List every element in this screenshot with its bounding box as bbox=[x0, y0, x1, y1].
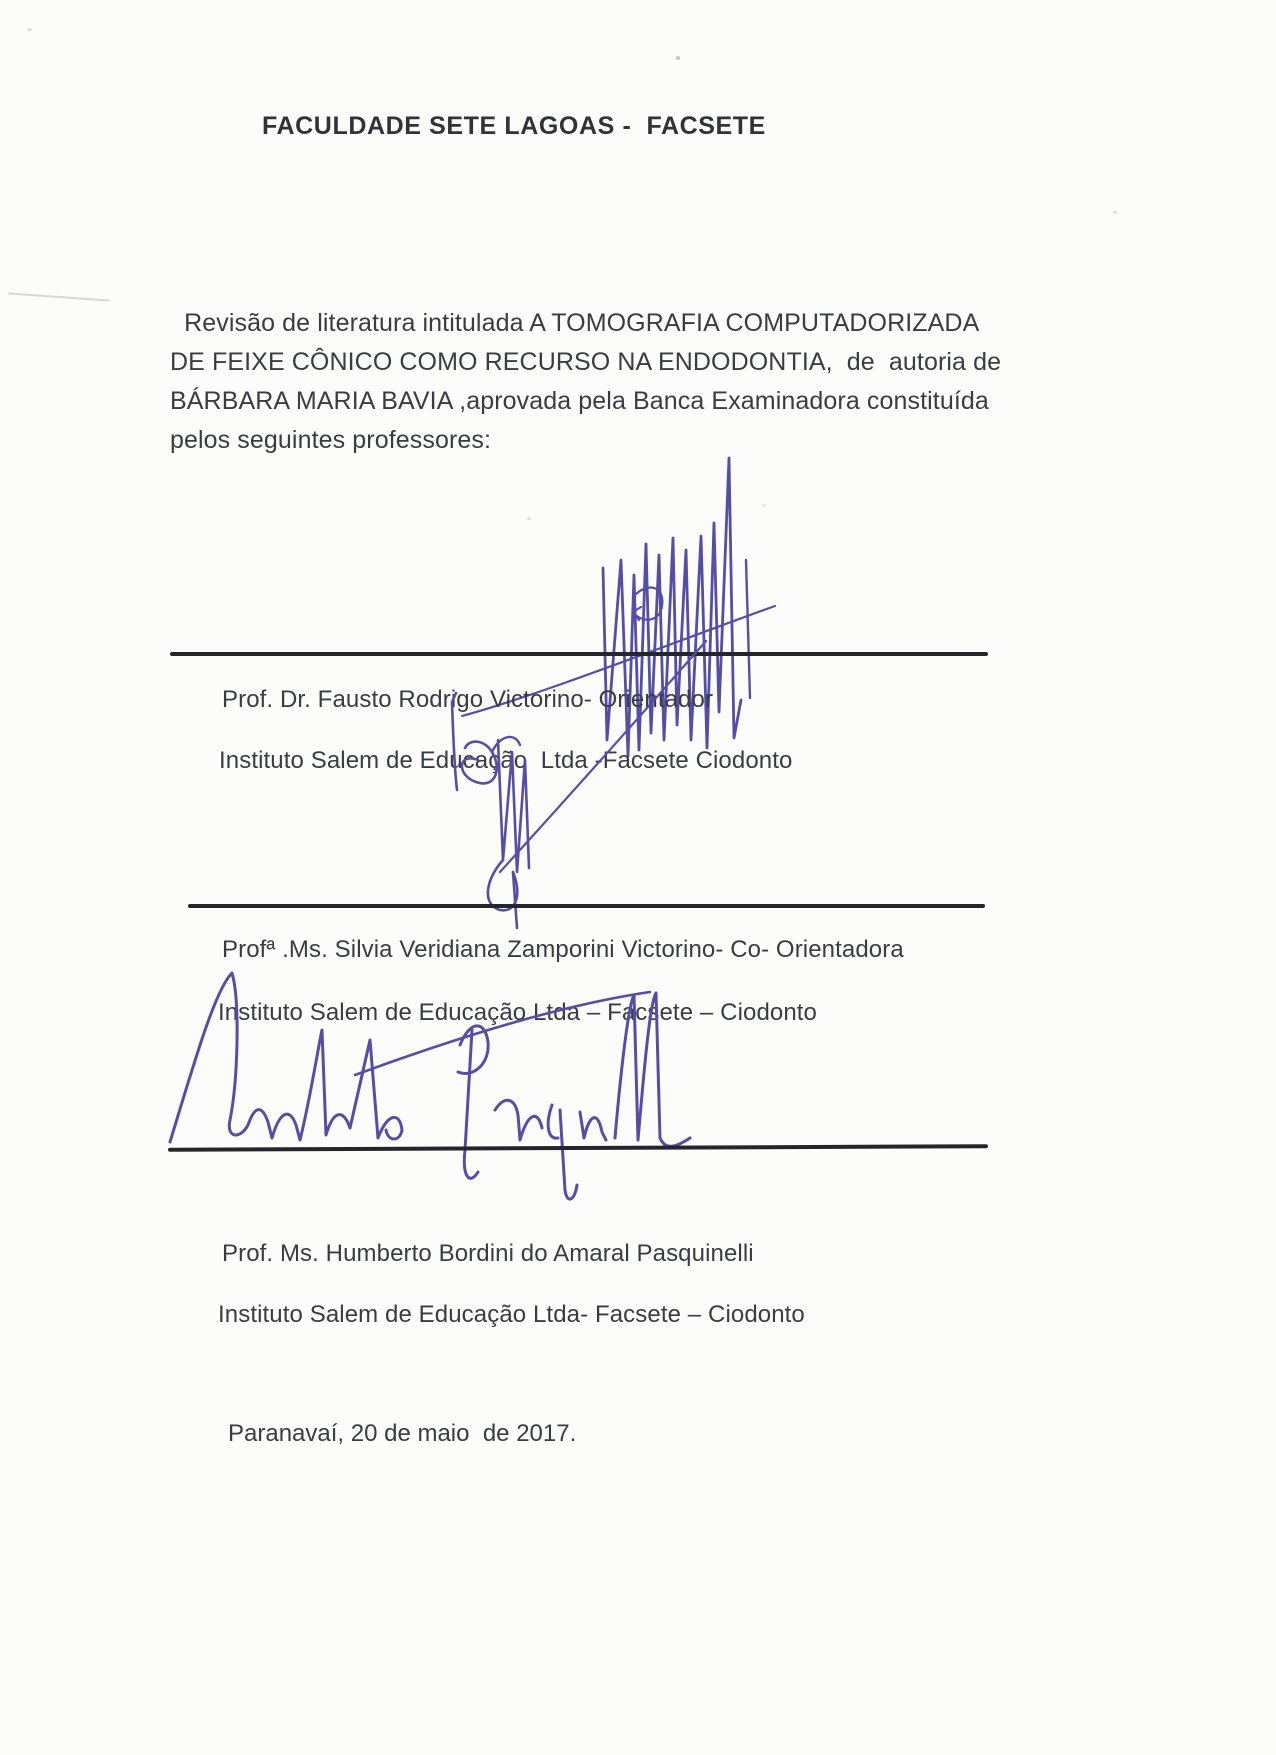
scan-speck bbox=[27, 28, 32, 31]
signatory-3-name: Prof. Ms. Humberto Bordini do Amaral Pasquinelli bbox=[222, 1240, 754, 1267]
signatory-3-affiliation: Instituto Salem de Educação Ltda- Facsete – Ciodonto bbox=[218, 1301, 805, 1328]
scan-speck bbox=[762, 504, 766, 507]
paragraph-line-1: Revisão de literatura intitulada A TOMOGRAFIA COMPUTADORIZADA bbox=[170, 309, 980, 337]
place-date-line: Paranavaí, 20 de maio de 2017. bbox=[228, 1420, 577, 1447]
signature-line-2 bbox=[188, 904, 985, 908]
signature-pasquinelli-ink bbox=[145, 950, 730, 1200]
signature-co-orientadora-ink bbox=[430, 635, 720, 935]
paragraph-line-3: BÁRBARA MARIA BAVIA ,aprovada pela Banca Examinadora constituída bbox=[170, 387, 989, 415]
paragraph-line-2: DE FEIXE CÔNICO COMO RECURSO NA ENDODONTIA, de autoria de bbox=[170, 348, 1002, 376]
scan-speck bbox=[676, 56, 680, 60]
signatory-2-affiliation: Instituto Salem de Educação Ltda – Facsete – Ciodonto bbox=[218, 999, 818, 1026]
scan-speck bbox=[1113, 211, 1117, 214]
signatory-1-name: Prof. Dr. Fausto Rodrigo Victorino- Orientador bbox=[222, 686, 714, 713]
signatory-1-affiliation: Instituto Salem de Educação Ltda -Facsete Ciodonto bbox=[219, 747, 793, 774]
paragraph-line-4: pelos seguintes professores: bbox=[170, 426, 492, 454]
scan-scratch-artifact bbox=[8, 292, 110, 301]
institution-title: FACULDADE SETE LAGOAS - FACSETE bbox=[262, 112, 766, 140]
scan-speck bbox=[527, 517, 531, 520]
signatory-2-name: Profª .Ms. Silvia Veridiana Zamporini Victorino- Co- Orientadora bbox=[222, 936, 904, 963]
